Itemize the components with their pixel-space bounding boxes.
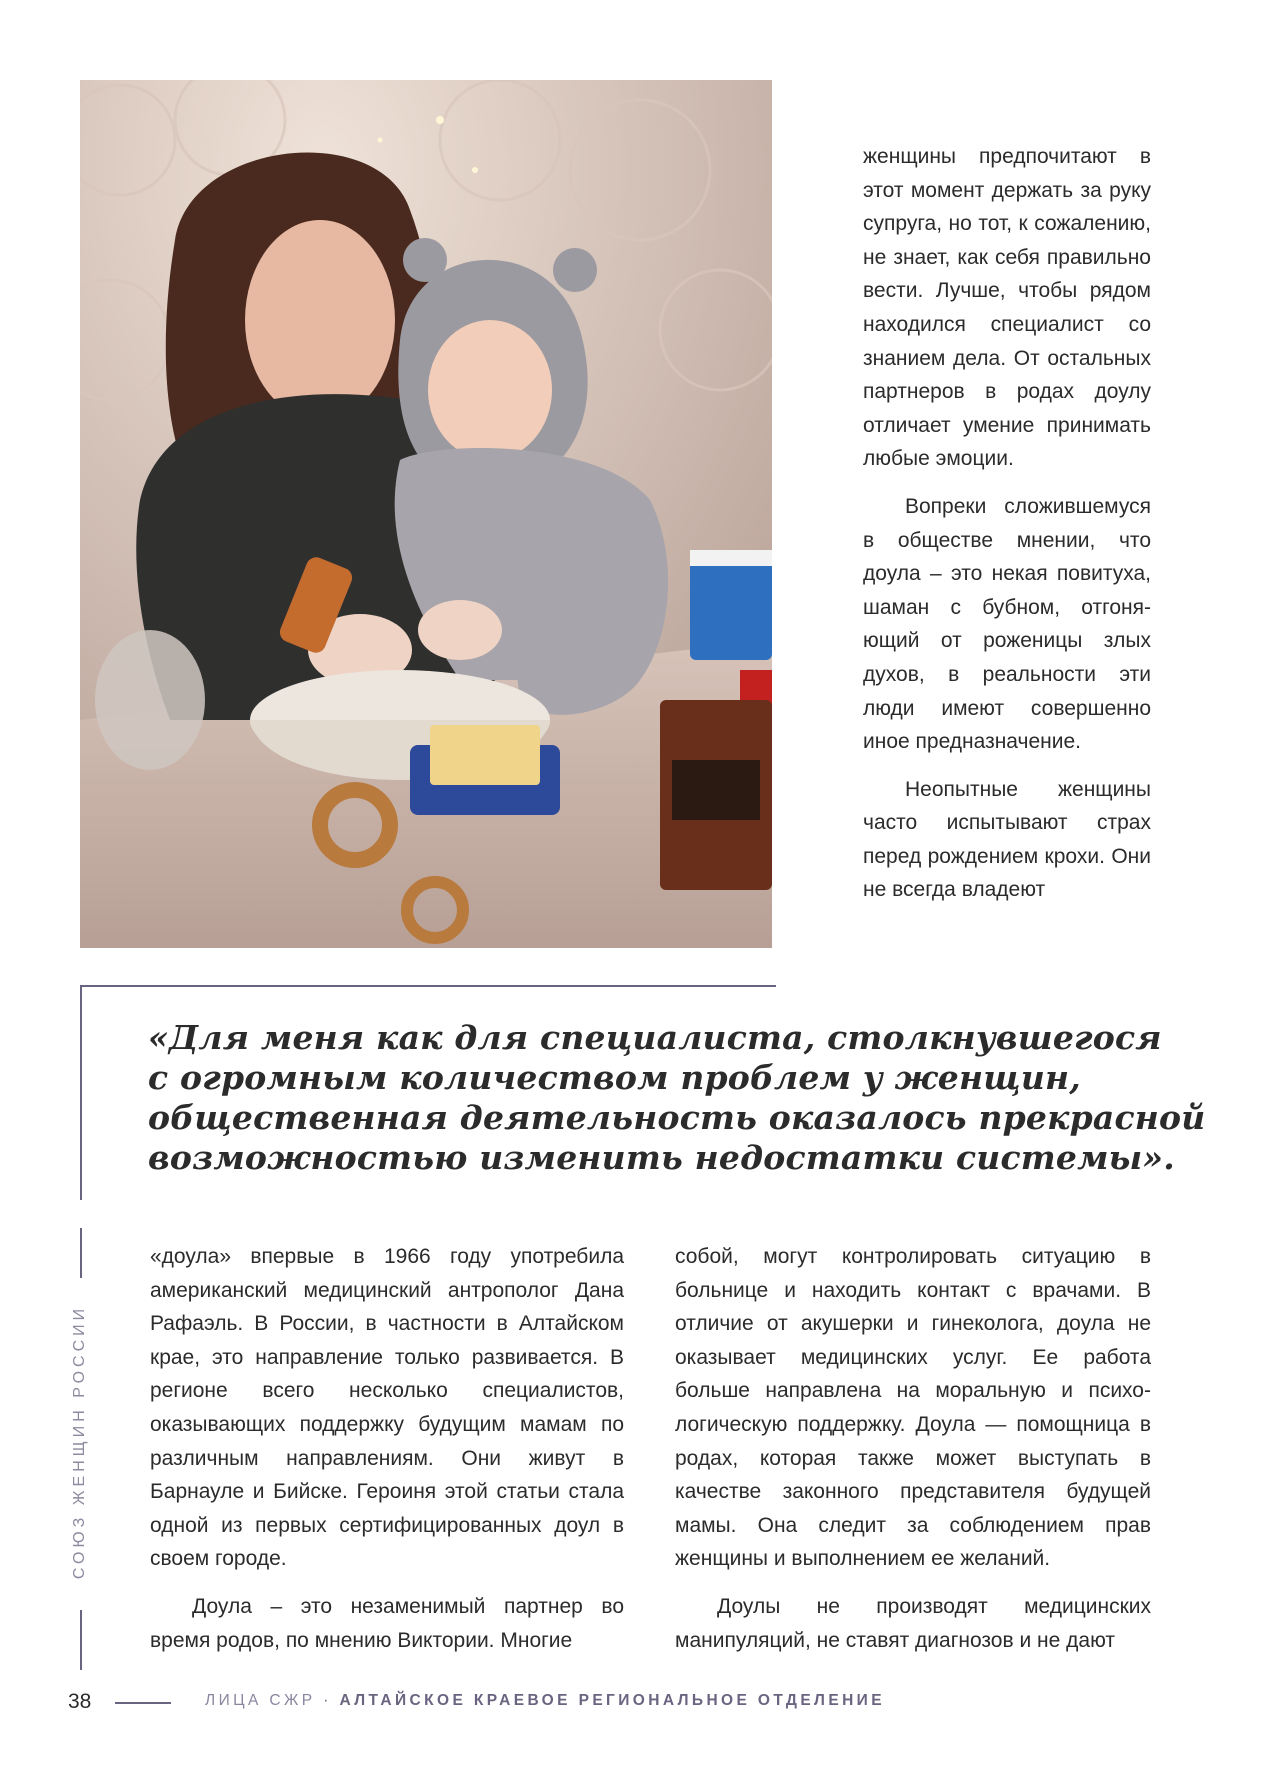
paragraph: Доула – это незаменимый партнер во время родов, по мнению Виктории. Многие: [150, 1594, 624, 1652]
paragraph: женщины предпочитают в этот момент держать за руку супруга, но тот, к сожалению, не знает, как себя правильно вести. Лучше, чтобы рядом находился специалист со знанием дела. От остальных партнеров в родах доулу отличает умение принимать любые эмоции.: [863, 145, 1151, 471]
paragraph: собой, могут контролировать ситуацию в больнице и находить контакт с врачами. В отличие от акушерки и гинеколога, доула не оказывает медицинских услуг. Ее работа больше направлена на моральную и психологическую поддержку. Доула — помощница в родах, которая также может выступать в качестве законного представителя будущей мамы. Она следит за соблюдением прав женщины и выполнением ее желаний.: [675, 1245, 1151, 1571]
paragraph: «доула» впервые в 1966 году употребила американский медицинский антрополог Дана Рафаэль. В России, в частности в Алтайском крае, это направление только развивается. В регионе всего несколько специалистов, оказывающих поддержку будущим мамам по различным направлениям. Они живут в Барнауле и Бийске. Героиня этой статьи стала одной из первых сертифицированных доул в своем городе.: [150, 1245, 624, 1571]
pull-quote: [148, 1018, 1206, 1178]
quote-frame-top-rule: [80, 985, 776, 987]
paragraph: Неопытные женщины часто испытывают страх перед рождением крохи. Они не всегда владеют: [863, 777, 1151, 902]
side-label-text: СОЮЗ ЖЕНЩИН РОССИИ: [71, 1304, 88, 1580]
side-label-rule-bottom: [80, 1610, 82, 1670]
footer-rule: [115, 1702, 171, 1704]
pull-quote-line: возможностью изменить недостатки системы».: [148, 1138, 1175, 1177]
paragraph: Доулы не производят медицинских манипуляций, не ставят диагнозов и не дают: [675, 1594, 1151, 1652]
pull-quote-line: общественная деятельность оказалось прекрасной: [148, 1098, 1206, 1137]
mother-and-child-baking-photo: [80, 80, 772, 948]
footer-separator: ·: [323, 1692, 332, 1709]
side-label-rule-top: [80, 1228, 82, 1278]
quote-frame-left-rule: [80, 985, 82, 1200]
article-column-bottom-right: [675, 1240, 1151, 1657]
footer-subtitle: АЛТАЙСКОЕ КРАЕВОЕ РЕГИОНАЛЬНОЕ ОТДЕЛЕНИЕ: [339, 1692, 885, 1709]
article-column-bottom-left: [150, 1240, 624, 1657]
paragraph: Вопреки сложившемуся в обществе мнении, что доула – это некая повитуха, шаман с бубном, отгоняющий от роженицы злых духов, в реальности эти люди имеют совершенно иное предназначение.: [863, 494, 1151, 754]
footer-section: ЛИЦА СЖР: [205, 1692, 316, 1709]
pull-quote-line: «Для меня как для специалиста, столкнувшегося: [148, 1018, 1162, 1057]
article-column-right-top: [863, 140, 1151, 907]
pull-quote-line: с огромным количеством проблем у женщин,: [148, 1058, 1081, 1097]
article-photo: [80, 80, 772, 948]
running-footer: [205, 1692, 885, 1710]
page-number: 38: [68, 1690, 92, 1713]
